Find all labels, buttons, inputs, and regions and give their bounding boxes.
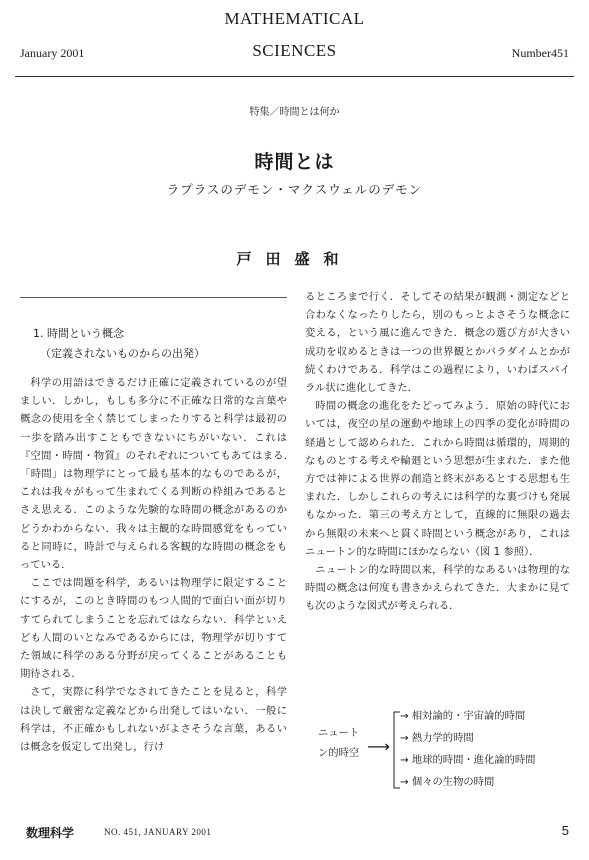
article-title: 時間とは	[254, 151, 335, 173]
section-top-rule	[20, 297, 287, 298]
paragraph: ここでは問題を科学，あるいは物理学に限定することにするが，このとき時間のもつ人間的で面白い面が切りすてられてしまうことを忘れてはならない．科学といえども人間のいとなみであるからには，物理学が切りすてた領域に科学のある分野が戻ってくることがあることも期待される．	[20, 577, 287, 681]
paragraph: さて，実際に科学でなされてきたことを見ると，科学は決して厳密な定義などから出発してはいない．一般に科学は，不正確かもしれないがよさそうな言葉，あるいは概念を仮定して出発し，行け	[20, 686, 287, 754]
paragraph: ニュートン的な時間以来，科学的なあるいは物理的な時間の概念は何度も書きかえられてきた．大まかに見ても次のような図式が考えられる．	[305, 564, 570, 613]
author-name: 戸田盛和	[236, 250, 353, 268]
issue-citation: NO. 451, JANUARY 2001	[104, 827, 212, 837]
issue-number: Number451	[511, 46, 569, 60]
paragraph: 科学の用語はできるだけ正確に定義されているのが望ましい．しかし，もしも多分に不正確な日常的な言葉や概念の使用を全く禁じてしまったりすると科学は最初の一歩を踏み出すこともできないにちがいない．これは『空間・時間・物質』のそれぞれについてもあてはまる.「時間」は物理学にとって最も基本的なものであるが，これは我々がもって生まれてくる判断の枠組みであるとさえ思える．このような先験的な時間の概念があるのかどうかわからない．我々は主観的な時間感覚をもっていると同時に，時計で与えられる客観的な時間の概念をもっている．	[20, 377, 287, 572]
page-number: 5	[561, 823, 569, 838]
diagram-item: → 相対論的・宇宙論的時間	[400, 710, 526, 722]
paragraph: 時間の概念の進化をたどってみよう．原始の時代においては，夜空の星の運動や地球上の四季の変化が時間の経過として認められた．これから時間は循環的，周期的なものとする考えや輪廻という思想が生まれた．また他方では神による世界の創造と終末があるとする思想も生まれた．しかしこれらの考えには科学的な裏づけも発展もなかった．第三の考え方として，直線的に無限の過去から無限の未来へと貫く時間という概念があり，これはニュートン的な時間にほかならない（図 1 参照）．	[305, 400, 570, 558]
left-column	[20, 374, 287, 756]
diagram-item: → 熱力学的時間	[400, 732, 474, 744]
paragraph: るところまで行く．そしてその結果が観測・測定などと合わなくなったりしたら，別のもっとよさそうな概念に変える，という風に進んできた．概念の選び方が大きい成功を収めるときは一つの世界観とかパラダイムとかが続くわけである．科学はこの過程により，いわばスパイラル状に進化してきた．	[305, 291, 570, 395]
journal-name: 数理科学	[26, 826, 75, 840]
diagram-source-line-1: ニュート	[318, 727, 360, 739]
diagram-item: → 個々の生物の時間	[400, 776, 495, 788]
right-column	[305, 288, 570, 616]
special-feature-label: 特集／時間とは何か	[249, 107, 340, 118]
diagram-source-line-2: ン的時空	[318, 747, 360, 759]
section-heading: 1. 時間という概念	[33, 327, 124, 340]
diagram-arrow-icon: ⟶	[367, 737, 390, 756]
header-rule	[15, 76, 574, 77]
masthead-line-1: MATHEMATICAL	[224, 9, 365, 28]
diagram-item: → 地球的時間・進化論的時間	[400, 754, 536, 766]
article-subtitle: ラプラスのデモン・マクスウェルのデモン	[166, 182, 423, 197]
issue-date: January 2001	[20, 46, 85, 60]
section-subheading: （定義されないものからの出発）	[40, 347, 205, 360]
masthead-line-2: SCIENCES	[252, 41, 337, 60]
